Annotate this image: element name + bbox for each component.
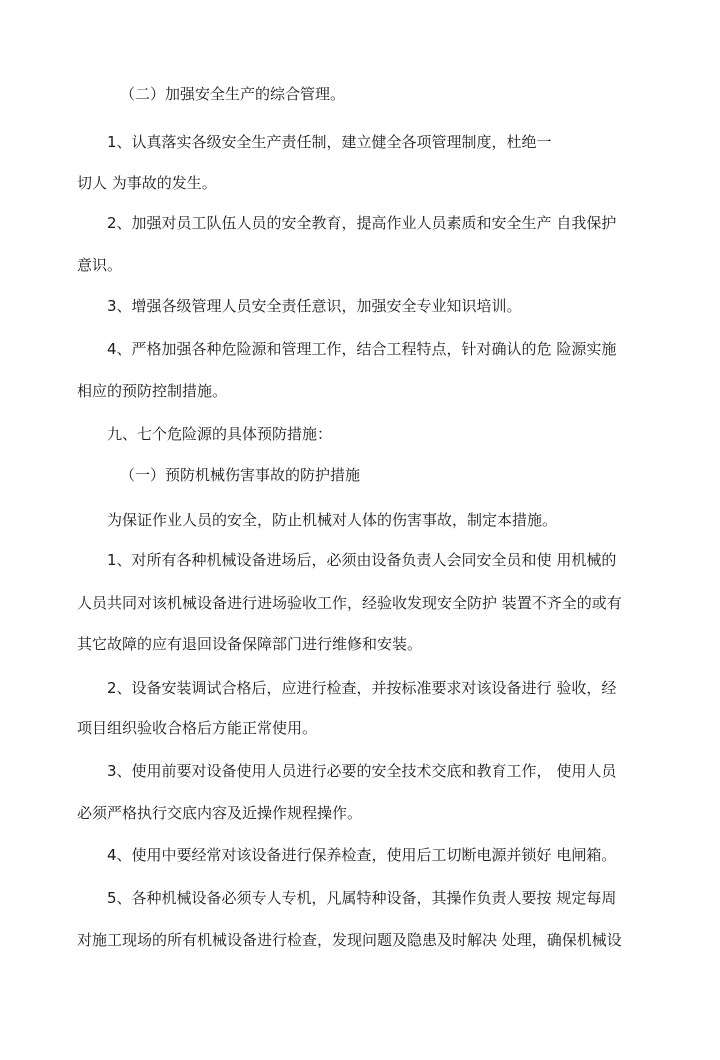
section-heading: （二）加强安全生产的综合管理。: [120, 85, 346, 103]
paragraph-line: 对施工现场的所有机械设备进行检查，发现问题及隐患及时解决 处理，确保机械设: [77, 931, 622, 949]
paragraph-line: 意识。: [77, 256, 123, 274]
paragraph-line: 其它故障的应有退回设备保障部门进行维修和安装。: [77, 635, 423, 653]
paragraph-line: 4、严格加强各种危险源和管理工作，结合工程特点，针对确认的危 险源实施: [107, 340, 617, 358]
paragraph-line: 5、各种机械设备必须专人专机，凡属特种设备，其操作负责人要按 规定每周: [107, 889, 617, 907]
paragraph-line: 2、设备安装调试合格后，应进行检查，并按标准要求对该设备进行 验收，经: [107, 679, 617, 697]
paragraph-line: 为保证作业人员的安全，防止机械对人体的伤害事故，制定本措施。: [107, 511, 558, 529]
paragraph-line: 人员共同对该机械设备进行进场验收工作，经验收发现安全防护 装置不齐全的或有: [77, 594, 622, 612]
subsection-heading: （一）预防机械伤害事故的防护措施: [120, 466, 361, 484]
paragraph-line: 4、使用中要经常对该设备进行保养检查，使用后工切断电源并锁好 电闸箱。: [107, 846, 617, 864]
paragraph-line: 1、对所有各种机械设备进场后，必须由设备负责人会同安全员和使 用机械的: [107, 551, 617, 569]
paragraph-line: 2、加强对员工队伍人员的安全教育，提高作业人员素质和安全生产 自我保护: [107, 214, 617, 232]
paragraph-line: 切人 为事故的发生。: [77, 174, 217, 192]
paragraph-line: 相应的预防控制措施。: [77, 382, 228, 400]
paragraph-line: 项目组织验收合格后方能正常使用。: [77, 719, 318, 737]
paragraph-line: 3、增强各级管理人员安全责任意识，加强安全专业知识培训。: [107, 297, 522, 315]
paragraph-line: 3、使用前要对设备使用人员进行必要的安全技术交底和教育工作， 使用人员: [107, 762, 617, 780]
paragraph-line: 1、认真落实各级安全生产责任制，建立健全各项管理制度，杜绝一: [107, 133, 552, 151]
paragraph-line: 必须严格执行交底内容及近操作规程操作。: [77, 804, 363, 822]
section-heading: 九、七个危险源的具体预防措施：: [107, 425, 333, 443]
